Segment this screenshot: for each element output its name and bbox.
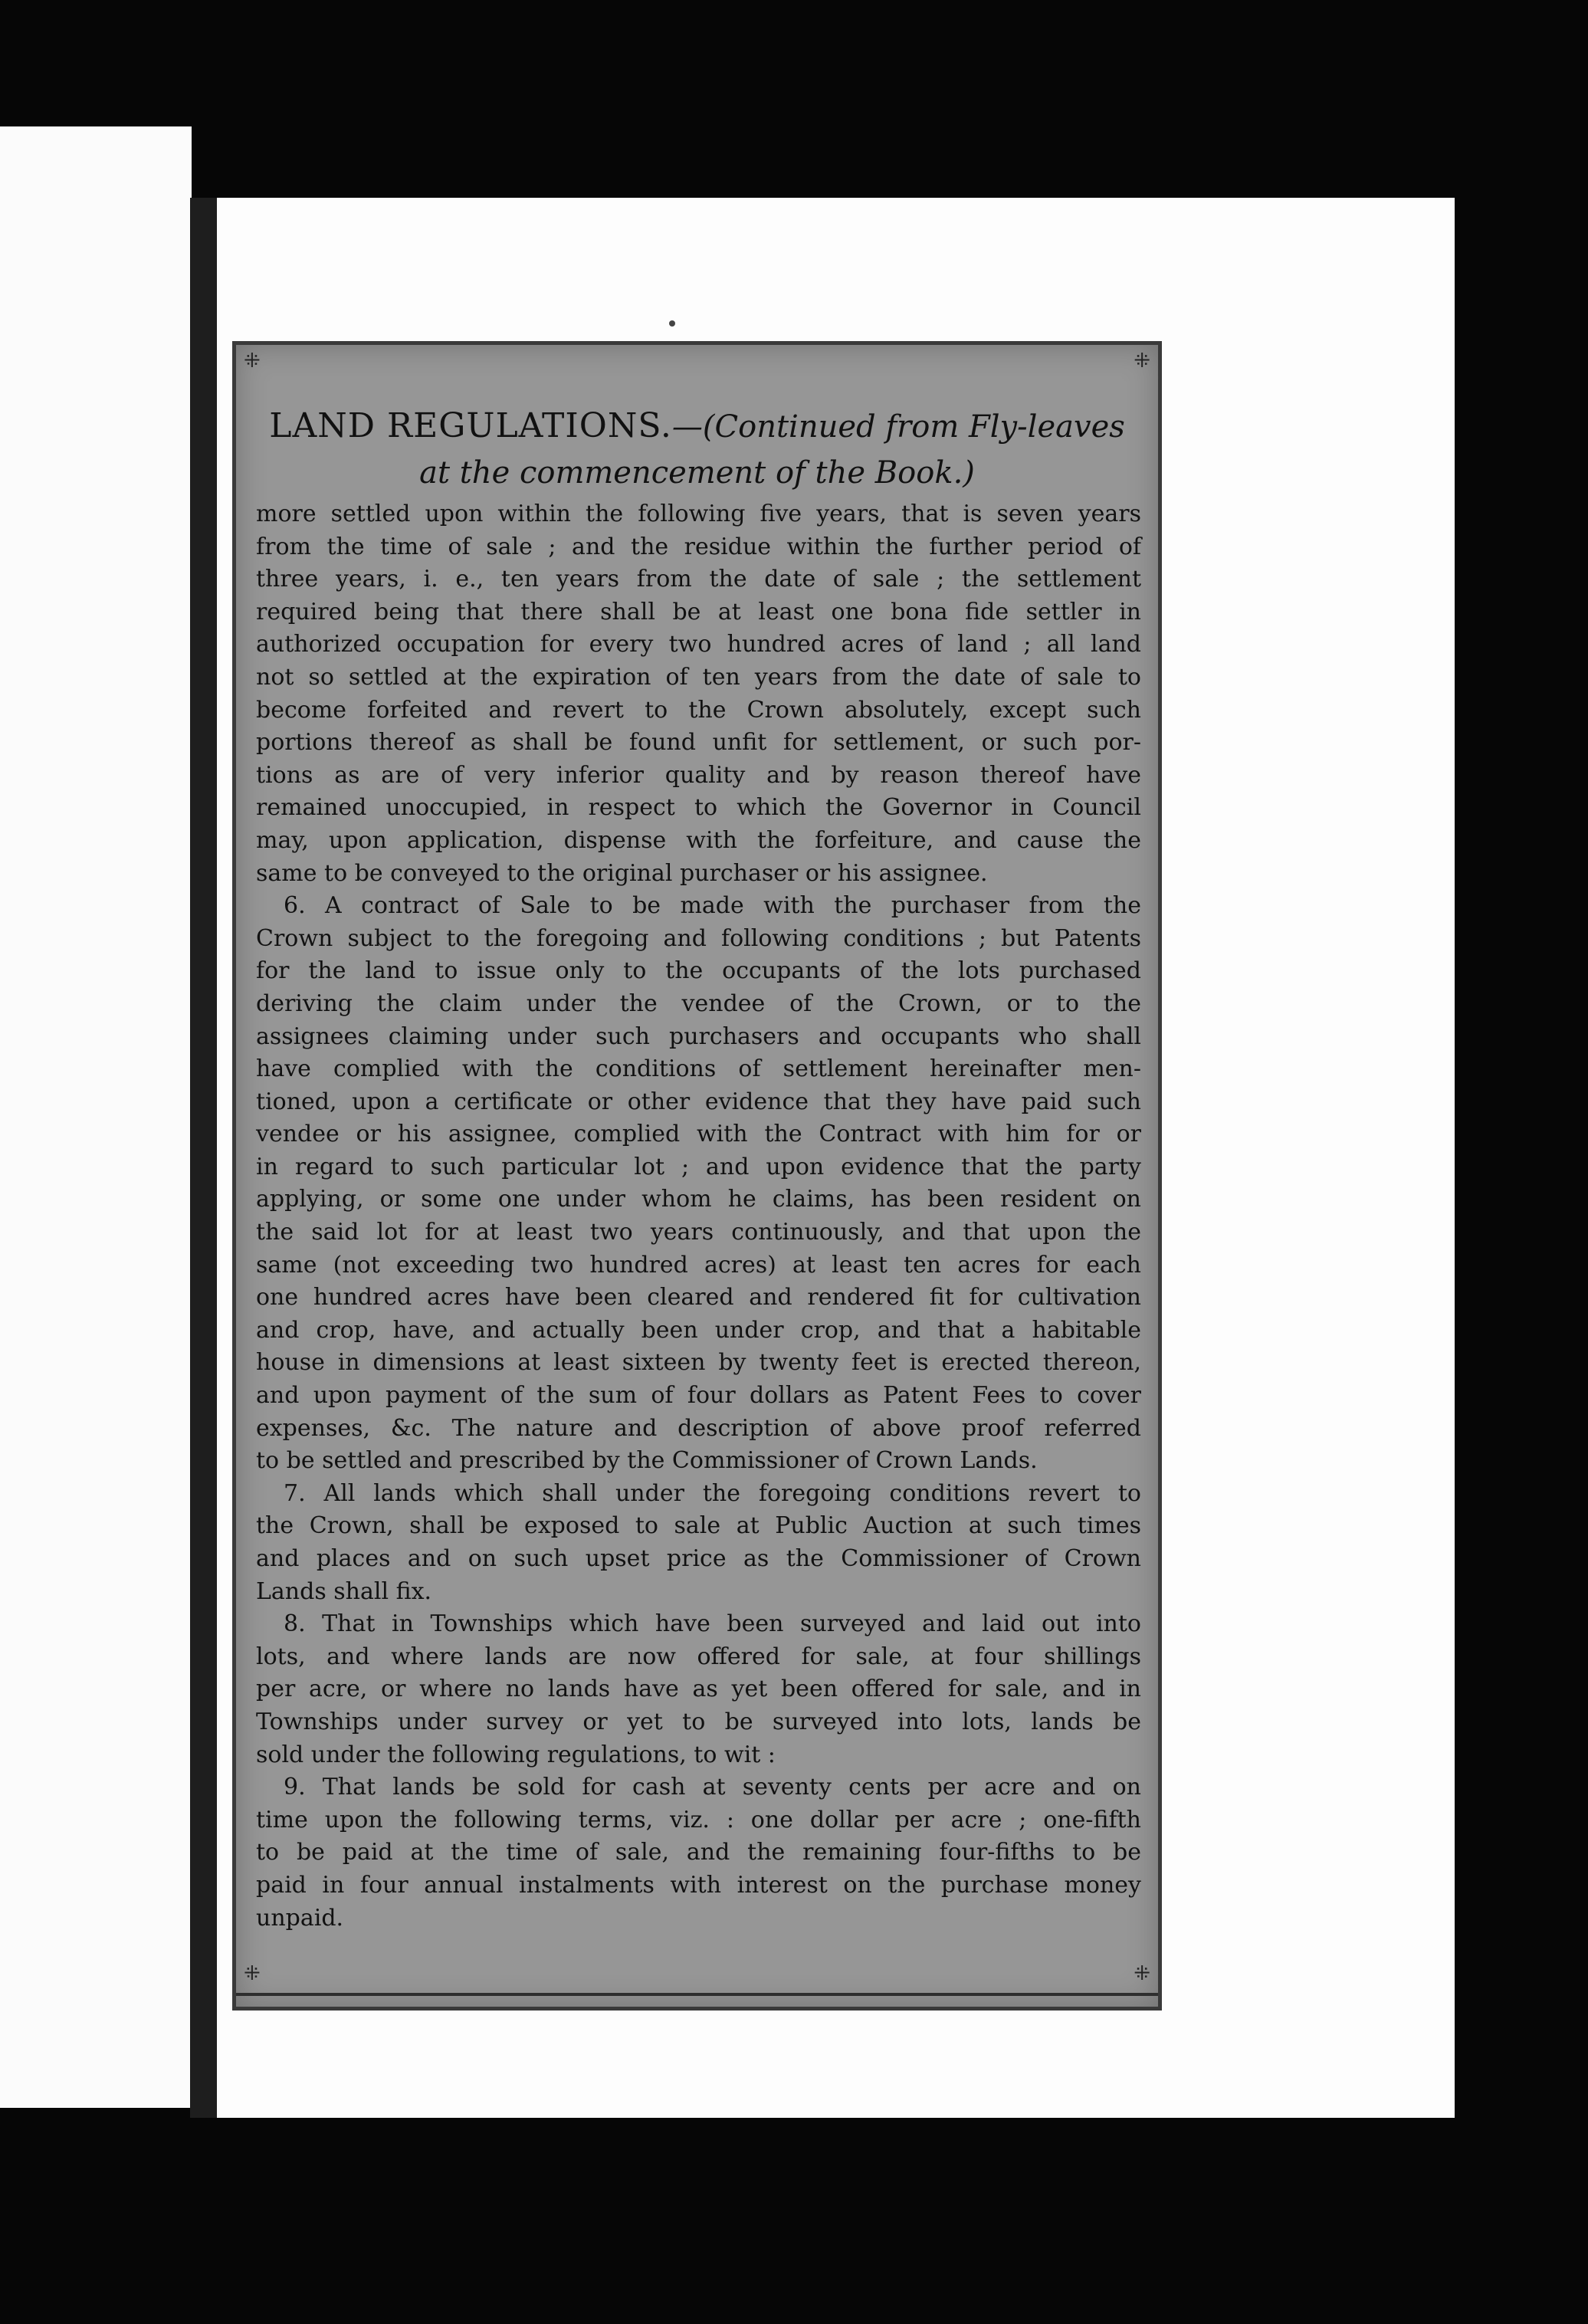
- text-line: in regard to such particular lot ; and upon evidence that the party: [256, 1153, 1141, 1180]
- text-line: house in dimensions at least sixteen by twenty feet is erected thereon,: [256, 1349, 1141, 1377]
- text-line: vendee or his assignee, complied with the Contract with him for or: [256, 1121, 1141, 1148]
- regulations-text: [256, 498, 1141, 1935]
- text-line: Lands shall fix.: [256, 1577, 432, 1605]
- text-line: remained unoccupied, in respect to which the Governor in Council: [256, 794, 1141, 822]
- bottom-rule: [236, 1993, 1158, 1996]
- text-line: and places and on such upset price as the Commissioner of Crown: [256, 1545, 1141, 1572]
- text-line: and upon payment of the sum of four dollars as Patent Fees to cover: [256, 1382, 1141, 1410]
- text-line: Crown subject to the foregoing and following conditions ; but Patents: [256, 924, 1141, 952]
- text-line: the Crown, shall be exposed to sale at Public Auction at such times: [256, 1512, 1141, 1540]
- text-line: 9. That lands be sold for cash at seventy cents per acre and on: [284, 1774, 1141, 1801]
- text-line: authorized occupation for every two hundred acres of land ; all land: [256, 631, 1141, 658]
- text-line: have complied with the conditions of settlement hereinafter men-: [256, 1055, 1141, 1083]
- text-line: to be paid at the time of sale, and the remaining four-fifths to be: [256, 1839, 1141, 1866]
- text-line: portions thereof as shall be found unfit for settlement, or such por-: [256, 729, 1141, 757]
- text-line: time upon the following terms, viz. : one dollar per acre ; one-fifth: [256, 1806, 1141, 1833]
- text-line: Townships under survey or yet to be surveyed into lots, lands be: [256, 1708, 1141, 1735]
- text-line: may, upon application, dispense with the forfeiture, and cause the: [256, 826, 1141, 854]
- text-line: become forfeited and revert to the Crown absolutely, except such: [256, 696, 1141, 724]
- text-line: deriving the claim under the vendee of the Crown, or to the: [256, 990, 1141, 1017]
- title-continuation-1: —(Continued from Fly-leaves: [671, 409, 1125, 445]
- text-line: to be settled and prescribed by the Commissioner of Crown Lands.: [256, 1447, 1038, 1475]
- text-line: sold under the following regulations, to wit :: [256, 1741, 776, 1768]
- corner-ornament-bottom-left: ⁜: [244, 1962, 261, 1985]
- left-page-edge: [0, 126, 192, 2108]
- text-line: 7. All lands which shall under the foregoing conditions revert to: [284, 1479, 1141, 1507]
- text-line: one hundred acres have been cleared and rendered fit for cultivation: [256, 1284, 1141, 1311]
- text-line: required being that there shall be at least one bona fide settler in: [256, 598, 1141, 625]
- text-line: 6. A contract of Sale to be made with the purchaser from the: [284, 892, 1141, 920]
- corner-ornament-top-left: ⁜: [244, 350, 261, 373]
- page-binding: [190, 198, 221, 2118]
- text-line: assignees claiming under such purchasers and occupants who shall: [256, 1022, 1141, 1050]
- text-line: lots, and where lands are now offered for sale, at four shillings: [256, 1643, 1141, 1670]
- text-line: from the time of sale ; and the residue within the further period of: [256, 533, 1141, 560]
- text-line: and crop, have, and actually been under crop, and that a habitable: [256, 1316, 1141, 1344]
- text-line: not so settled at the expiration of ten years from the date of sale to: [256, 663, 1141, 691]
- corner-ornament-bottom-right: ⁜: [1134, 1962, 1150, 1985]
- text-line: same (not exceeding two hundred acres) at least ten acres for each: [256, 1251, 1141, 1279]
- text-line: unpaid.: [256, 1904, 344, 1932]
- text-line: three years, i. e., ten years from the date of sale ; the settlement: [256, 566, 1141, 593]
- title-main: LAND REGULATIONS.: [269, 406, 672, 445]
- text-line: same to be conveyed to the original purchaser or his assignee.: [256, 859, 988, 887]
- text-line: tions as are of very inferior quality and by reason thereof have: [256, 761, 1141, 789]
- dust-speck: [669, 320, 675, 327]
- text-line: 8. That in Townships which have been surveyed and laid out into: [284, 1610, 1141, 1638]
- text-line: tioned, upon a certificate or other evidence that they have paid such: [256, 1088, 1141, 1115]
- newspaper-clipping: [232, 341, 1162, 2011]
- text-line: for the land to issue only to the occupants of the lots purchased: [256, 957, 1141, 985]
- clipping-title: [253, 406, 1141, 499]
- text-line: more settled upon within the following five years, that is seven years: [256, 501, 1141, 527]
- text-line: applying, or some one under whom he claims, has been resident on: [256, 1186, 1141, 1213]
- corner-ornament-top-right: ⁜: [1134, 350, 1150, 373]
- text-line: per acre, or where no lands have as yet been offered for sale, and in: [256, 1676, 1141, 1703]
- title-continuation-2: at the commencement of the Book.): [419, 455, 975, 491]
- text-line: paid in four annual instalments with interest on the purchase money: [256, 1871, 1141, 1899]
- text-line: the said lot for at least two years continuously, and that upon the: [256, 1219, 1141, 1246]
- text-line: expenses, &c. The nature and description of above proof referred: [256, 1414, 1141, 1442]
